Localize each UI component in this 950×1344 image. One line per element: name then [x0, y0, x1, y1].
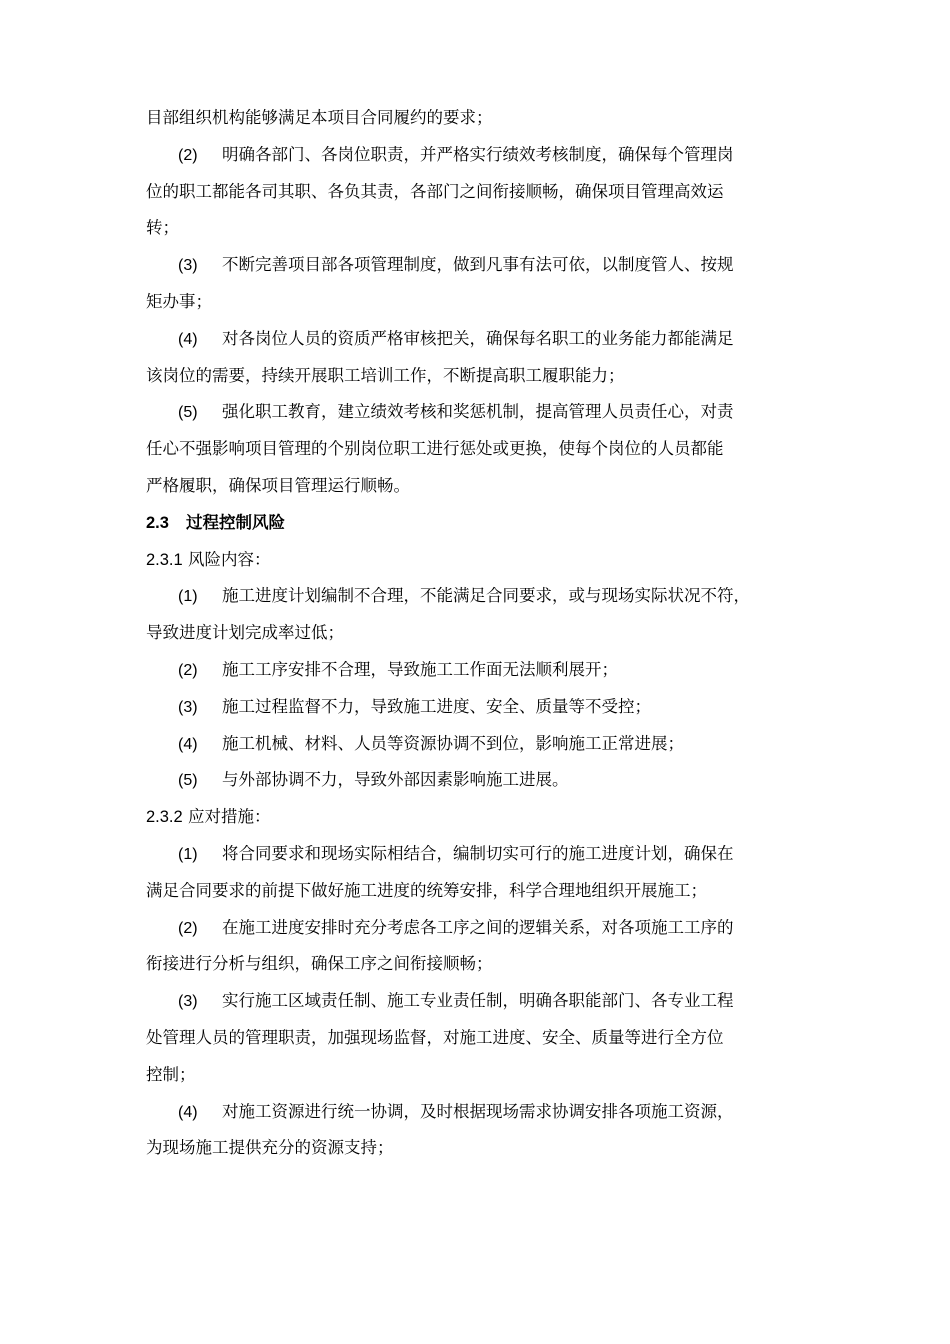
- item-number: (2): [178, 919, 198, 937]
- list-item: [146, 836, 810, 910]
- item-number: (5): [178, 772, 198, 790]
- subsection-title: 应对措施：: [187, 807, 271, 827]
- item-text: 对各岗位人员的资质严格审核把关，确保每名职工的业务能力都能满足: [222, 328, 734, 348]
- list-item: [146, 1094, 810, 1168]
- item-text: 位的职工都能各司其职、各负其责，各部门之间衔接顺畅，确保项目管理高效运: [146, 181, 724, 201]
- list-item: [146, 578, 810, 652]
- list-item: [146, 652, 810, 689]
- section-heading: [146, 505, 810, 542]
- item-text: 矩办事；: [146, 291, 212, 311]
- item-number: (4): [178, 330, 198, 348]
- list-item: [146, 689, 810, 726]
- intro-line: 目部组织机构能够满足本项目合同履约的要求；: [146, 108, 493, 127]
- subsection-number: 2.3.2: [146, 808, 183, 827]
- item-text: 实行施工区域责任制、施工专业责任制，明确各职能部门、各专业工程: [222, 991, 734, 1011]
- item-text: 明确各部门、各岗位职责，并严格实行绩效考核制度，确保每个管理岗: [222, 144, 734, 164]
- item-number: (2): [178, 146, 198, 164]
- item-text: 导致进度计划完成率过低；: [146, 623, 344, 643]
- item-number: (3): [178, 257, 198, 275]
- subsection-title: 风险内容：: [187, 549, 271, 569]
- item-text: 施工过程监督不力，导致施工进度、安全、质量等不受控；: [222, 696, 651, 716]
- list-item: [146, 394, 810, 504]
- list-item: [146, 726, 810, 763]
- item-number: (2): [178, 661, 198, 679]
- item-text: 任心不强影响项目管理的个别岗位职工进行惩处或更换，使每个岗位的人员都能: [146, 439, 724, 459]
- item-text: 该岗位的需要，持续开展职工培训工作，不断提高职工履职能力；: [146, 365, 625, 385]
- item-text: 不断完善项目部各项管理制度，做到凡事有法可依，以制度管人、按规: [222, 255, 734, 275]
- list-item: [146, 910, 810, 984]
- item-number: (1): [178, 588, 198, 606]
- list-item: [146, 137, 810, 247]
- section-number: 2.3: [146, 513, 169, 532]
- item-text: 对施工资源进行统一协调，及时根据现场需求协调安排各项施工资源，: [222, 1101, 734, 1121]
- subsection-heading: [146, 542, 810, 579]
- item-number: (4): [178, 1103, 198, 1121]
- item-text: 转；: [146, 218, 179, 238]
- item-number: (1): [178, 845, 198, 863]
- item-text: 处管理人员的管理职责，加强现场监督，对施工进度、安全、质量等进行全方位: [146, 1027, 724, 1047]
- section-title: 过程控制风险: [186, 512, 285, 532]
- item-text: 在施工进度安排时充分考虑各工序之间的逻辑关系，对各项施工工序的: [222, 917, 734, 937]
- item-text: 施工机械、材料、人员等资源协调不到位，影响施工正常进展；: [222, 733, 684, 753]
- item-text: 控制；: [146, 1064, 196, 1084]
- item-text: 衔接进行分析与组织，确保工序之间衔接顺畅；: [146, 954, 493, 974]
- list-item: [146, 321, 810, 395]
- document-body: [146, 100, 810, 1167]
- item-text: 满足合同要求的前提下做好施工进度的统筹安排，科学合理地组织开展施工；: [146, 880, 707, 900]
- item-text: 施工进度计划编制不合理，不能满足合同要求，或与现场实际状况不符，: [222, 586, 750, 606]
- item-number: (3): [178, 698, 198, 716]
- list-item: [146, 983, 810, 1093]
- item-number: (5): [178, 404, 198, 422]
- item-text: 将合同要求和现场实际相结合，编制切实可行的施工进度计划，确保在: [222, 843, 734, 863]
- item-text: 严格履职，确保项目管理运行顺畅。: [146, 475, 410, 495]
- list-item: [146, 247, 810, 321]
- item-text: 为现场施工提供充分的资源支持；: [146, 1138, 394, 1158]
- subsection-number: 2.3.1: [146, 550, 183, 569]
- item-number: (4): [178, 735, 198, 753]
- item-text: 与外部协调不力，导致外部因素影响施工进展。: [222, 770, 569, 790]
- subsection-heading: [146, 799, 810, 836]
- item-number: (3): [178, 993, 198, 1011]
- item-text: 施工工序安排不合理，导致施工工作面无法顺利展开；: [222, 659, 618, 679]
- item-text: 强化职工教育，建立绩效考核和奖惩机制，提高管理人员责任心，对责: [222, 402, 734, 422]
- list-item: [146, 762, 810, 799]
